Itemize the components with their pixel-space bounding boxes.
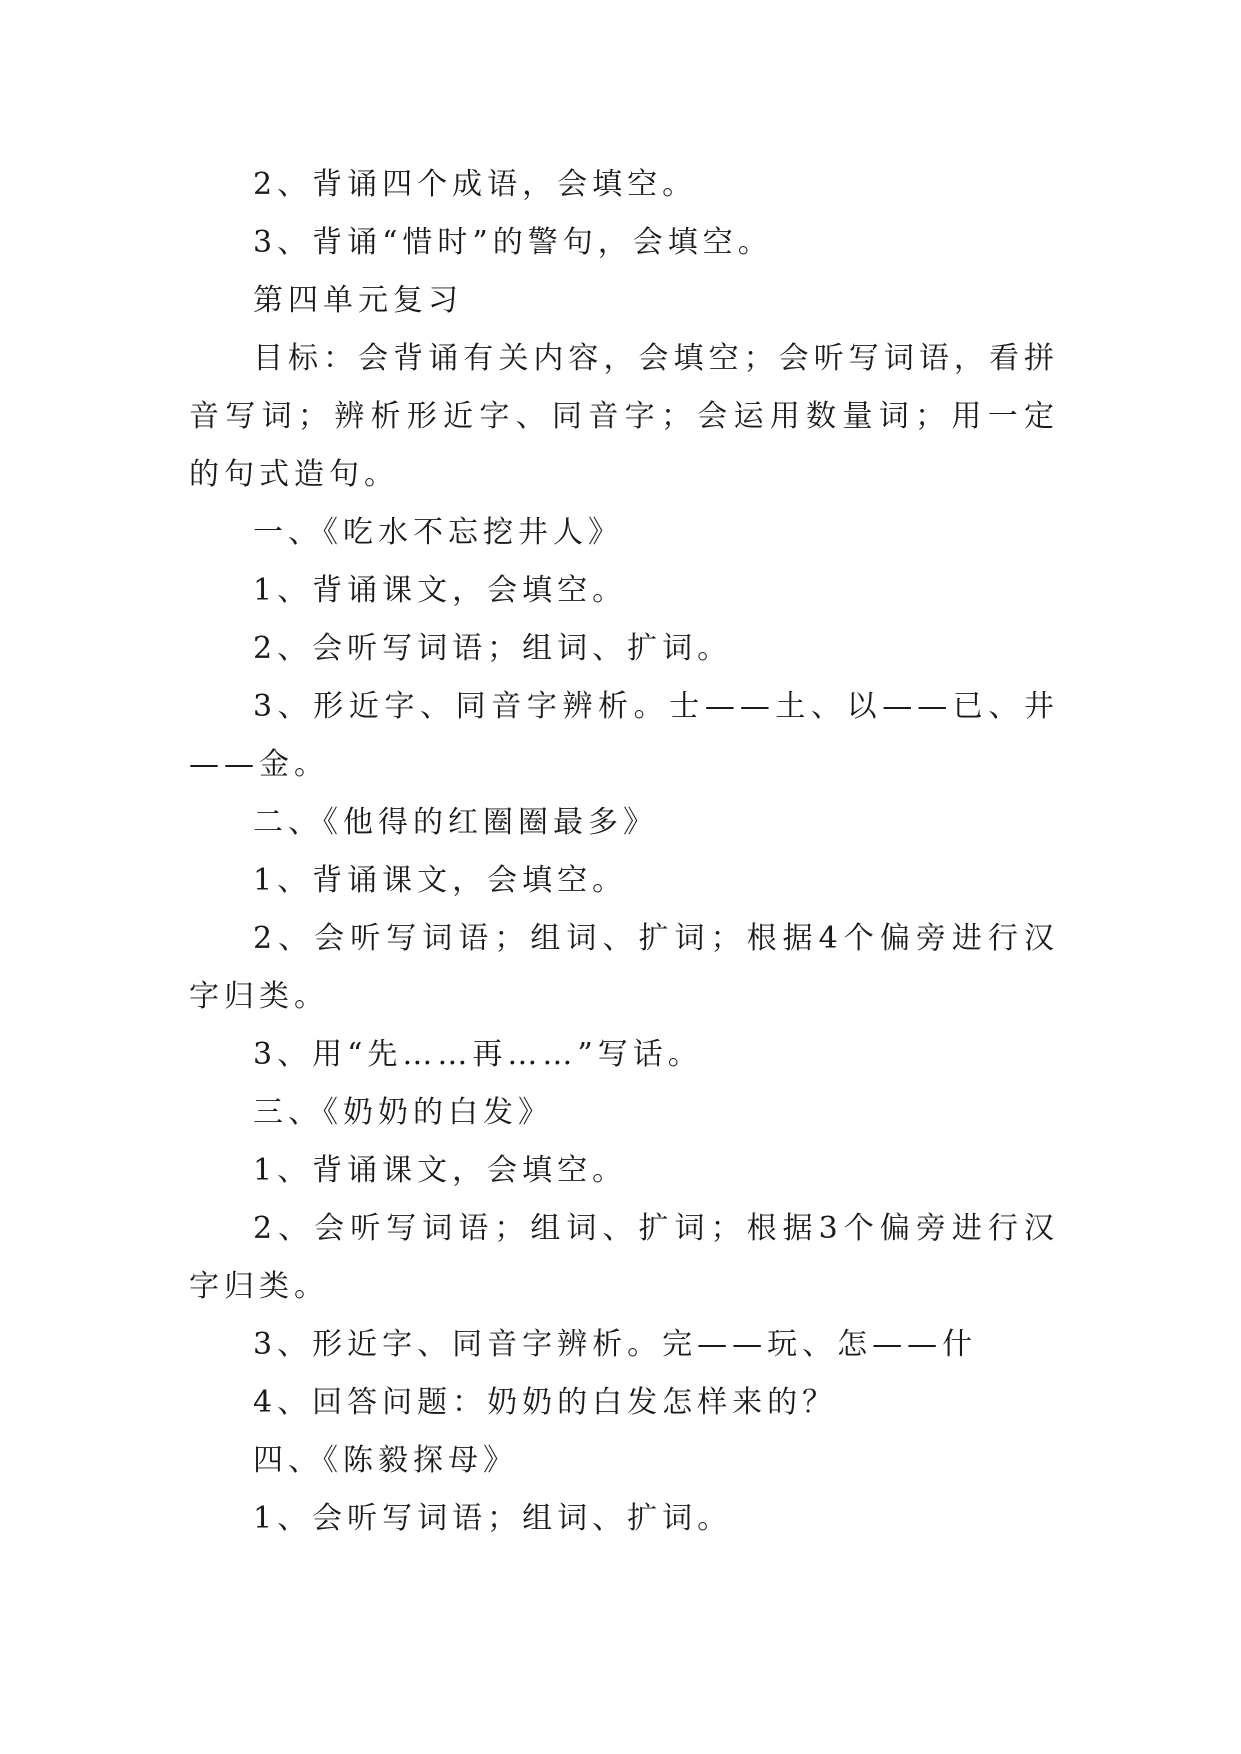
- paragraph: 1、背诵课文，会填空。: [253, 863, 628, 898]
- paragraph: 2、背诵四个成语，会填空。: [253, 167, 698, 202]
- lesson-heading: 二、《他得的红圈圈最多》: [253, 805, 658, 840]
- paragraph: 4、回答问题：奶奶的白发怎样来的？: [253, 1385, 838, 1420]
- section-heading: 第四单元复习: [253, 283, 463, 318]
- paragraph: 2、会听写词语；组词、扩词；根据3个偏旁进行汉字归类。: [189, 1211, 1059, 1304]
- lesson-heading: 四、《陈毅探母》: [253, 1443, 518, 1478]
- lesson-heading: 三、《奶奶的白发》: [253, 1095, 553, 1130]
- paragraph: 2、会听写词语；组词、扩词；根据4个偏旁进行汉字归类。: [189, 921, 1059, 1014]
- paragraph: 目标：会背诵有关内容，会填空；会听写词语，看拼音写词；辨析形近字、同音字；会运用数量词；用一定的句式造句。: [189, 341, 1059, 492]
- paragraph: 1、背诵课文，会填空。: [253, 573, 628, 608]
- paragraph: 1、会听写词语；组词、扩词。: [253, 1501, 733, 1536]
- paragraph: 2、会听写词语；组词、扩词。: [253, 631, 733, 666]
- paragraph: 1、背诵课文，会填空。: [253, 1153, 628, 1188]
- paragraph: 3、形近字、同音字辨析。士——土、以——已、井——金。: [189, 689, 1059, 782]
- paragraph: 3、形近字、同音字辨析。完——玩、怎——什: [253, 1327, 978, 1362]
- paragraph: 3、用“先……再……”写话。: [253, 1037, 703, 1072]
- paragraph: 3、背诵“惜时”的警句，会填空。: [253, 225, 773, 260]
- document-body: [189, 156, 1059, 1548]
- lesson-heading: 一、《吃水不忘挖井人》: [253, 515, 623, 550]
